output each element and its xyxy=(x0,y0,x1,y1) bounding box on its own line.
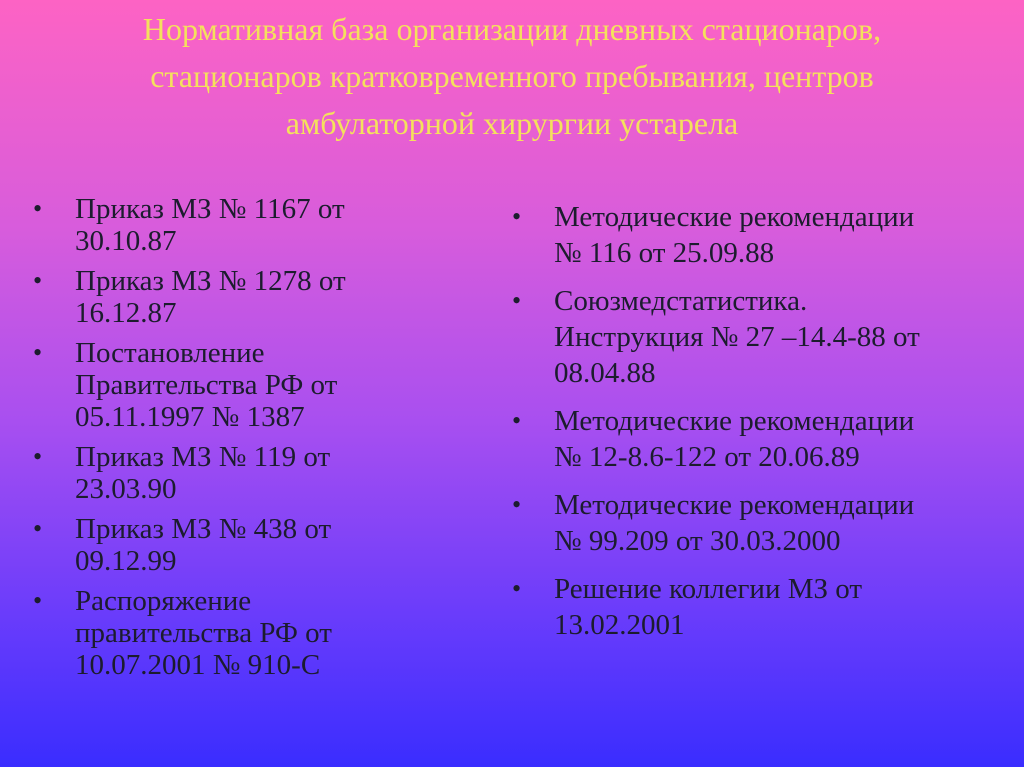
list-item-text: Приказ МЗ № 438 от 09.12.99 xyxy=(75,513,332,577)
bullet-icon: • xyxy=(512,490,522,519)
bullet-icon: • xyxy=(33,586,43,615)
list-item-text: Методические рекомендации № 99.209 от 30.03.2000 xyxy=(554,489,915,557)
list-item xyxy=(512,283,932,391)
list-item xyxy=(33,337,433,433)
slide-title: Нормативная база организации дневных стационаров, стационаров кратковременного пребывания, центров амбулаторной хирургии устарела xyxy=(142,11,882,141)
list-item-text: Приказ МЗ № 1167 от 30.10.87 xyxy=(75,193,345,257)
list-item xyxy=(512,487,932,559)
list-item-text: Союзмедстатистика. Инструкция № 27 –14.4-88 от 08.04.88 xyxy=(554,285,920,389)
bullet-icon: • xyxy=(512,202,522,231)
bullet-icon: • xyxy=(33,514,43,543)
list-item xyxy=(33,513,433,577)
bullet-icon: • xyxy=(512,406,522,435)
right-bullet-list xyxy=(512,199,932,655)
list-item xyxy=(512,571,932,643)
list-item-text: Приказ МЗ № 1278 от 16.12.87 xyxy=(75,265,346,329)
bullet-icon: • xyxy=(512,286,522,315)
bullet-icon: • xyxy=(33,338,43,367)
list-item-text: Распоряжение правительства РФ от 10.07.2001 № 910-С xyxy=(75,585,332,681)
list-item-text: Методические рекомендации № 116 от 25.09.88 xyxy=(554,201,915,269)
bullet-icon: • xyxy=(33,266,43,295)
list-item-text: Методические рекомендации № 12-8.6-122 от 20.06.89 xyxy=(554,405,915,473)
list-item-text: Решение коллегии МЗ от 13.02.2001 xyxy=(554,573,863,641)
list-item xyxy=(33,441,433,505)
list-item xyxy=(33,265,433,329)
bullet-icon: • xyxy=(33,442,43,471)
list-item xyxy=(512,403,932,475)
list-item xyxy=(512,199,932,271)
list-item xyxy=(33,193,433,257)
list-item-text: Постановление Правительства РФ от 05.11.1997 № 1387 xyxy=(75,337,338,433)
list-item-text: Приказ МЗ № 119 от 23.03.90 xyxy=(75,441,331,505)
bullet-icon: • xyxy=(33,194,43,223)
left-bullet-list xyxy=(33,193,433,689)
bullet-icon: • xyxy=(512,574,522,603)
list-item xyxy=(33,585,433,681)
